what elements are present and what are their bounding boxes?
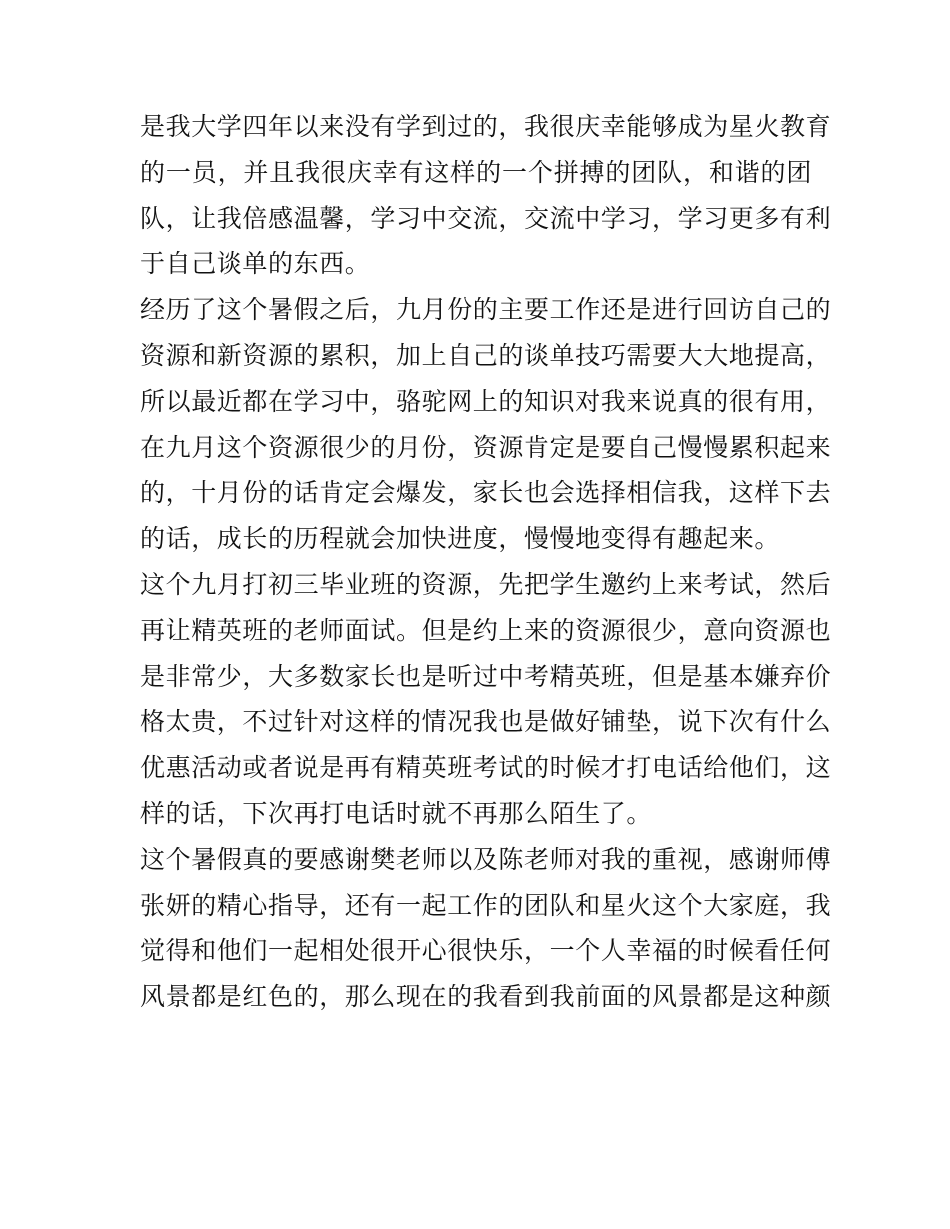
document-text — [140, 104, 832, 1020]
text-line: 经历了这个暑假之后，九月份的主要工作还是进行回访自己的 — [140, 295, 832, 325]
text-line: 队，让我倍感温馨，学习中交流，交流中学习，学习更多有利 — [140, 203, 832, 233]
text-line: 的，十月份的话肯定会爆发，家长也会选择相信我，这样下去 — [140, 478, 832, 508]
text-line: 资源和新资源的累积，加上自己的谈单技巧需要大大地提高， — [140, 340, 832, 370]
text-line: 是我大学四年以来没有学到过的，我很庆幸能够成为星火教育 — [140, 112, 832, 141]
text-line: 的一员，并且我很庆幸有这样的一个拼搏的团队，和谐的团 — [140, 157, 812, 187]
text-line: 风景都是红色的，那么现在的我看到我前面的风景都是这种颜 — [140, 982, 832, 1012]
text-line: 这个暑假真的要感谢樊老师以及陈老师对我的重视，感谢师傅 — [140, 844, 832, 874]
text-line: 的话，成长的历程就会加快进度，慢慢地变得有趣起来。 — [140, 524, 781, 554]
text-line: 再让精英班的老师面试。但是约上来的资源很少，意向资源也 — [140, 615, 832, 645]
text-line: 所以最近都在学习中，骆驼网上的知识对我来说真的很有用， — [140, 386, 832, 416]
text-line: 觉得和他们一起相处很开心很快乐，一个人幸福的时候看任何 — [140, 936, 832, 966]
text-line: 优惠活动或者说是再有精英班考试的时候才打电话给他们，这 — [140, 753, 832, 783]
text-line: 在九月这个资源很少的月份，资源肯定是要自己慢慢累积起来 — [140, 432, 832, 462]
text-line: 样的话，下次再打电话时就不再那么陌生了。 — [140, 798, 653, 828]
text-line: 是非常少，大多数家长也是听过中考精英班，但是基本嫌弃价 — [140, 661, 832, 691]
text-line: 于自己谈单的东西。 — [140, 249, 371, 279]
text-line: 格太贵，不过针对这样的情况我也是做好铺垫，说下次有什么 — [140, 707, 832, 737]
text-line: 这个九月打初三毕业班的资源，先把学生邀约上来考试，然后 — [140, 569, 832, 599]
text-line: 张妍的精心指导，还有一起工作的团队和星火这个大家庭，我 — [140, 890, 832, 920]
